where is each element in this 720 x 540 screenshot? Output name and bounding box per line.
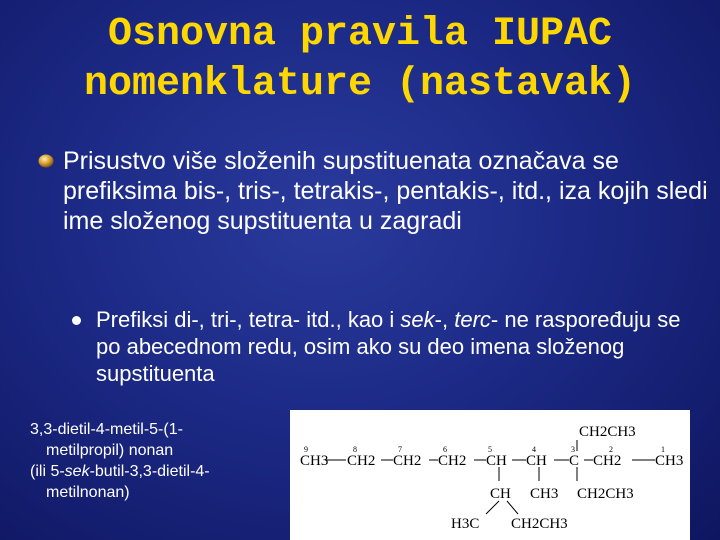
dot-icon — [72, 316, 81, 325]
bond — [507, 501, 518, 514]
locant-5: 5 — [488, 445, 492, 454]
locant-9: 9 — [304, 445, 308, 454]
locant-8: 8 — [353, 445, 357, 454]
compound-name-caption — [30, 419, 285, 503]
title-line-2: nomenklature (nastavak) — [83, 62, 637, 107]
bullet-sub-part3: - ne raspoređuju se po abecednom redu, osim ako su deo imena složenog supstituenta — [96, 307, 681, 386]
bullet-ball-icon — [38, 154, 54, 168]
caption-line-3 — [30, 461, 285, 482]
bullet-sub-text — [96, 306, 692, 387]
bullet-main — [38, 146, 708, 236]
locant-3: 3 — [571, 445, 575, 454]
bullet-sub-sek: sek — [400, 307, 435, 332]
structural-formula-svg — [290, 410, 690, 540]
caption-line-2: metilpropil) nonan — [46, 442, 174, 459]
bullet-sub — [72, 306, 692, 387]
chain-group-1: CH3 — [655, 453, 684, 469]
locant-7: 7 — [398, 445, 402, 454]
title-line-1: Osnovna pravila IUPAC — [107, 12, 613, 57]
chain-group-3: C — [569, 453, 580, 469]
structural-formula — [290, 410, 690, 540]
bullet-sub-terc: terc — [454, 307, 491, 332]
bullet-sub-part2: -, — [434, 307, 455, 332]
ethyl-group-2: CH2CH3 — [511, 516, 568, 532]
caption-line-3a: (ili 5- — [30, 463, 65, 480]
caption-line-3c: -butil-3,3-dietil-4- — [89, 463, 210, 480]
chain-group-7: CH2 — [393, 453, 422, 469]
locant-2: 2 — [609, 445, 613, 454]
caption-line-1: 3,3-dietil-4-metil-5-(1- — [30, 421, 183, 438]
slide-title — [0, 10, 720, 110]
chain-group-4: CH — [526, 453, 547, 469]
bullet-main-text: Prisustvo više složenih supstituenata označava se prefiksima bis-, tris-, tetrakis-, pentakis-, itd., iza kojih sledi ime složenog supstituenta u zagradi — [63, 147, 708, 235]
bottom-ethyl: CH2CH3 — [577, 486, 634, 502]
top-substituent: CH2CH3 — [579, 424, 636, 440]
locant-6: 6 — [443, 445, 447, 454]
chain-group-6: CH2 — [438, 453, 467, 469]
chain-group-2: CH2 — [593, 453, 622, 469]
chain-group-8: CH2 — [347, 453, 376, 469]
bond — [486, 501, 499, 514]
locant-1: 1 — [661, 445, 665, 454]
branch-ch: CH — [490, 486, 511, 502]
caption-line-3b: sek — [64, 463, 90, 480]
bullet-sub-part1: Prefiksi di-, tri-, tetra- itd., kao i — [96, 307, 401, 332]
caption-line-4: metilnonan) — [46, 484, 130, 501]
chain-group-5: CH — [486, 453, 507, 469]
chain-group-9: CH3 — [300, 453, 329, 469]
locant-4: 4 — [532, 445, 536, 454]
methyl-group: CH3 — [530, 486, 559, 502]
h3c-group: H3C — [451, 516, 480, 532]
